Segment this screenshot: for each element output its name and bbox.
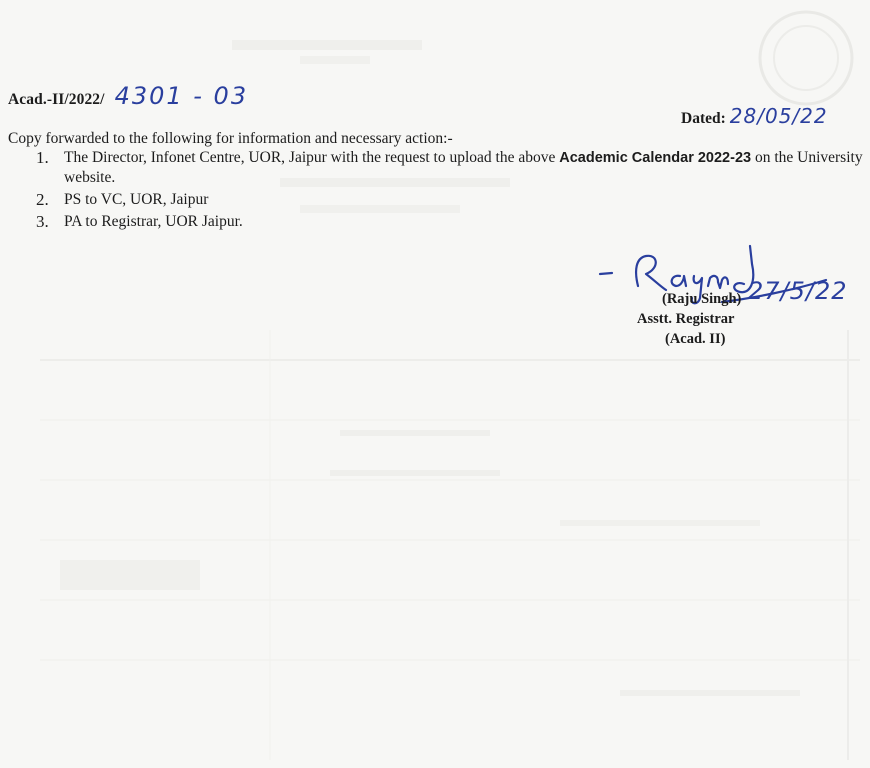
reference-prefix: Acad.-II/2022/ — [8, 91, 105, 108]
dated-label: Dated: — [681, 110, 726, 127]
list-item-text — [64, 148, 866, 187]
recipient-1-text-before: The Director, Infonet Centre, UOR, Jaipur with the request to upload the above — [64, 149, 556, 166]
academic-calendar-highlight: Academic Calendar 2022-23 — [559, 150, 752, 166]
list-item — [36, 212, 866, 231]
signatory-title: Asstt. Registrar — [637, 311, 735, 327]
handwritten-reference-number: 4301 - 03 — [114, 82, 249, 110]
recipient-1-text-after: on the University website. — [64, 149, 863, 186]
handwritten-signature-date: 27/5/22 — [748, 277, 848, 305]
list-item-text: PS to VC, UOR, Jaipur — [64, 191, 209, 208]
list-item — [36, 190, 866, 209]
list-item-number: 3. — [36, 212, 49, 231]
reference-number-line — [8, 82, 248, 110]
signatory-name: (Raju Singh) — [662, 291, 742, 307]
list-item-number: 1. — [36, 148, 49, 167]
forwarding-intro: Copy forwarded to the following for information and necessary action:- — [8, 130, 453, 147]
signatory-department: (Acad. II) — [665, 331, 726, 347]
recipient-list — [36, 148, 866, 234]
list-item-number: 2. — [36, 190, 49, 209]
handwritten-date: 28/05/22 — [729, 104, 828, 128]
dated-line — [681, 104, 828, 128]
list-item — [36, 148, 866, 187]
list-item-text: PA to Registrar, UOR Jaipur. — [64, 213, 243, 230]
